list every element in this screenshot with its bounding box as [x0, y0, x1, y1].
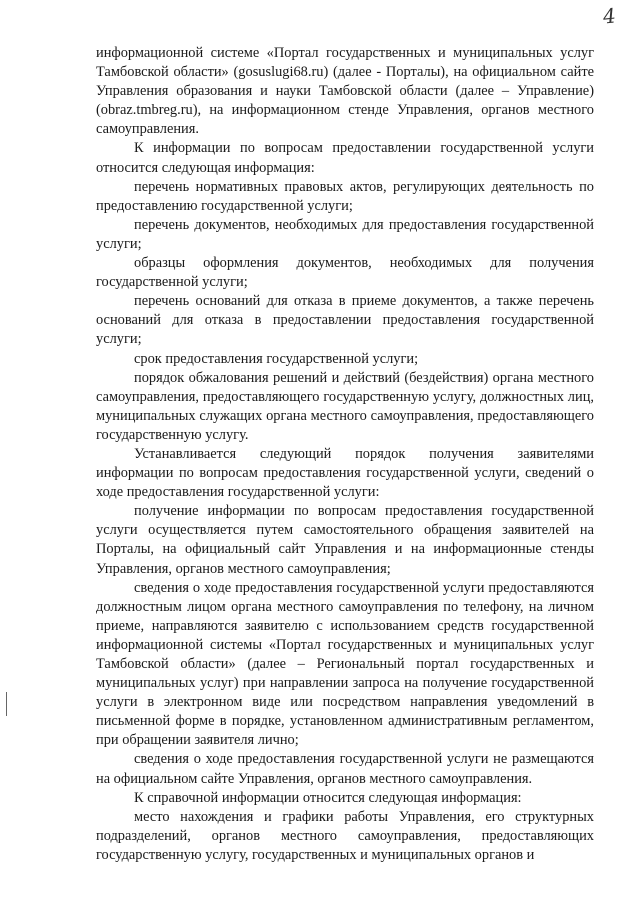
list-item: получение информации по вопросам предоставления государственной услуги осуществляется путем самостоятельного обращения заявителей на Порталы, на официальный сайт Управления и на информационные стенды Управления, органов местного самоуправления; — [96, 503, 594, 577]
list-item: образцы оформления документов, необходимых для получения государственной услуги; — [96, 255, 594, 291]
document-body — [96, 44, 594, 865]
list-item: перечень нормативных правовых актов, регулирующих деятельность по предоставлению государственной услуги; — [96, 178, 594, 214]
list-item: сведения о ходе предоставления государственной услуги предоставляются должностным лицом органа местного самоуправления по телефону, на личном приеме, направляются заявителю с использованием средств государственной информационной системы «Портал государственных и муниципальных услуг Тамбовской области» (далее – Региональный портал государственных и муниципальных услуг) при направлении запроса на получение государственной услуги в электронном виде или посредством направления уведомлений в письменной форме в порядке, установленном административным регламентом, при обращении заявителя лично; — [96, 579, 594, 749]
paragraph-continuation: информационной системе «Портал государственных и муниципальных услуг Тамбовской области» (gosuslugi68.ru) (далее - Порталы), на официальном сайте Управления образования и науки Тамбовской области (далее – Управление) (obraz.tmbreg.ru), на информационном стенде Управления, органов местного самоуправления. — [96, 45, 594, 138]
paragraph: К справочной информации относится следующая информация: — [134, 789, 522, 806]
paragraph: Устанавливается следующий порядок получения заявителями информации по вопросам предоставления государственной услуги, сведений о ходе предоставления государственной услуги: — [96, 445, 594, 501]
paragraph: К информации по вопросам предоставлении государственной услуги относится следующая информация: — [96, 140, 594, 176]
list-item: срок предоставления государственной услуги; — [134, 350, 419, 367]
list-item: сведения о ходе предоставления государственной услуги не размещаются на официальном сайте Управления, органов местного самоуправления. — [96, 751, 594, 787]
list-item: порядок обжалования решений и действий (бездействия) органа местного самоуправления, предоставляющего государственную услугу, должностных лиц, муниципальных служащих органа местного самоуправления, предоставляющего государственную услугу. — [96, 369, 594, 443]
page-number: 4 — [602, 3, 618, 29]
list-item: место нахождения и графики работы Управления, его структурных подразделений, органов местного самоуправления, предоставляющих государственную услугу, государственных и муниципальных органов и — [96, 808, 594, 863]
list-item: перечень документов, необходимых для предоставления государственной услуги; — [96, 216, 594, 252]
list-item: перечень оснований для отказа в приеме документов, а также перечень оснований для отказа в предоставлении предоставления государственной услуги; — [96, 293, 594, 348]
margin-mark — [6, 692, 7, 716]
